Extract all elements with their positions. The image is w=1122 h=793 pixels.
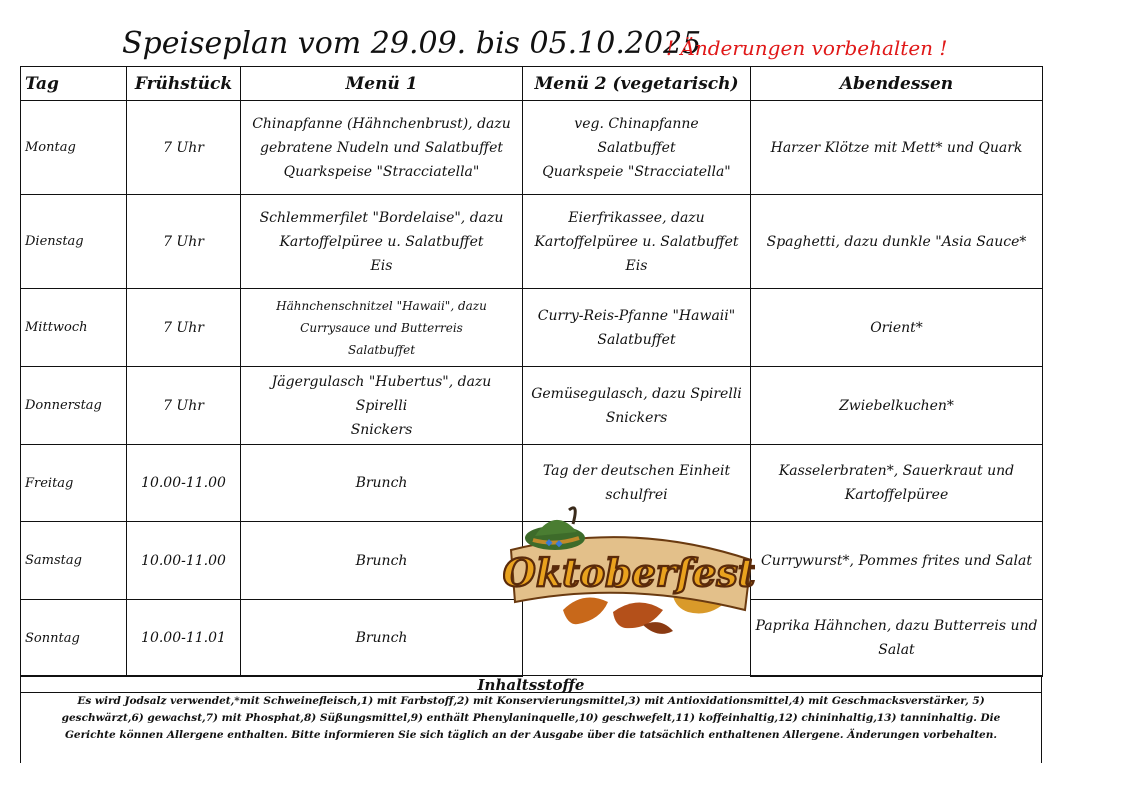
meal-plan-table — [20, 66, 1043, 677]
dish-line: Gemüsegulasch, dazu Spirelli — [531, 385, 742, 402]
dish-line: Quarkspeise "Stracciatella" — [283, 163, 480, 180]
dish-line: Paprika Hähnchen, dazu Butterreis und — [755, 618, 1038, 634]
dish-line: Harzer Klötze mit Mett* und Quark — [770, 139, 1023, 156]
day-cell: Donnerstag — [21, 367, 127, 445]
dish-line: Orient* — [870, 319, 923, 336]
dish-line: Schlemmerfilet "Bordelaise", dazu — [259, 209, 504, 226]
menu1-cell — [241, 600, 523, 677]
breakfast-cell: 7 Uhr — [127, 195, 241, 289]
table-row — [21, 195, 1043, 289]
dish-line: schulfrei — [605, 487, 668, 503]
breakfast-cell: 7 Uhr — [127, 289, 241, 367]
dish-line: Tag der deutschen Einheit — [542, 463, 731, 479]
menu1-cell — [241, 445, 523, 522]
title-row — [0, 26, 1122, 66]
day-cell: Samstag — [21, 522, 127, 600]
dish-line: Currysauce und Butterreis — [300, 320, 463, 335]
col-header-breakfast: Frühstück — [127, 67, 241, 101]
changes-notice: ! Änderungen vorbehalten ! — [666, 36, 948, 60]
table-row — [21, 101, 1043, 195]
dish-line: Kasselerbraten*, Sauerkraut und — [778, 463, 1015, 479]
dinner-cell — [751, 101, 1043, 195]
dinner-cell — [751, 522, 1043, 600]
dish-line: Eis — [370, 257, 393, 274]
dish-line: Brunch — [355, 630, 408, 646]
dish-line: Snickers — [605, 409, 668, 426]
page-title: Speiseplan vom 29.09. bis 05.10.2025 — [122, 26, 702, 61]
breakfast-cell: 10.00-11.00 — [127, 522, 241, 600]
menu1-cell — [241, 289, 523, 367]
dish-line: Snickers — [350, 421, 413, 438]
dish-line: Curry-Reis-Pfanne "Hawaii" — [537, 307, 736, 324]
dinner-cell — [751, 289, 1043, 367]
menu2-cell — [523, 289, 751, 367]
oktoberfest-image-cell — [503, 522, 755, 677]
oktoberfest-logo-icon — [503, 500, 755, 642]
menu2-cell — [523, 367, 751, 445]
dish-line: Kartoffelpüree u. Salatbuffet — [534, 233, 739, 250]
dish-line: Kartoffelpüree u. Salatbuffet — [279, 233, 484, 250]
dish-line: Hähnchenschnitzel "Hawaii", dazu — [276, 298, 487, 313]
oktoberfest-logo-text: Oktoberfest — [503, 550, 755, 595]
dish-line: veg. Chinapfanne — [574, 115, 699, 132]
dish-line: Salatbuffet — [347, 342, 416, 357]
day-cell: Dienstag — [21, 195, 127, 289]
header-row — [21, 67, 1043, 101]
menu2-cell — [523, 101, 751, 195]
col-header-menu2: Menü 2 (vegetarisch) — [523, 67, 751, 101]
breakfast-cell: 7 Uhr — [127, 367, 241, 445]
day-cell: Sonntag — [21, 600, 127, 677]
breakfast-cell: 10.00-11.01 — [127, 600, 241, 677]
dish-line: Zwiebelkuchen* — [839, 397, 954, 414]
dish-line: Eierfrikassee, dazu — [568, 209, 705, 226]
table-row — [21, 367, 1043, 445]
dish-line: Salatbuffet — [597, 331, 676, 348]
dish-line: Jägergulasch "Hubertus", dazu Spirelli — [271, 373, 492, 414]
dish-line: Kartoffelpüree — [844, 487, 949, 503]
ingredients-title: Inhaltsstoffe — [20, 675, 1042, 693]
dish-line: Brunch — [355, 552, 408, 569]
col-header-menu1: Menü 1 — [241, 67, 523, 101]
dish-line: gebratene Nudeln und Salatbuffet — [259, 139, 503, 156]
breakfast-cell: 10.00-11.00 — [127, 445, 241, 522]
ingredients-text: Es wird Jodsalz verwendet,*mit Schweinefleisch,1) mit Farbstoff,2) mit Konservierungsmittel,3) mit Antioxidationsmittel,4) mit Geschmacksverstärker, 5) geschwärzt,6) gewachst,7) mit Phosphat,8) Süßungsmittel,9) enthält Phenylaninquelle,10) geschwefelt,11) koffeinhaltig,12) chininhaltig,13) tanninhaltig. Die Gerichte können Allergene enthalten. Bitte informieren Sie sich täglich an der Ausgabe über die tatsächlich enthaltenen Allergene. Änderungen vorbehalten. — [20, 693, 1042, 763]
dish-line: Salatbuffet — [597, 139, 676, 156]
menu1-cell — [241, 101, 523, 195]
col-header-day: Tag — [21, 67, 127, 101]
dish-line: Chinapfanne (Hähnchenbrust), dazu — [252, 115, 511, 132]
dish-line: Quarkspeie "Stracciatella" — [542, 163, 731, 180]
day-cell: Montag — [21, 101, 127, 195]
menu1-cell — [241, 195, 523, 289]
dinner-cell — [751, 600, 1043, 677]
table-row — [21, 522, 1043, 600]
dinner-cell — [751, 445, 1043, 522]
dish-line: Eis — [625, 257, 648, 274]
dish-line: Currywurst*, Pommes frites und Salat — [761, 552, 1032, 569]
breakfast-cell: 7 Uhr — [127, 101, 241, 195]
dinner-cell — [751, 195, 1043, 289]
dish-line: Spaghetti, dazu dunkle "Asia Sauce* — [766, 233, 1027, 250]
table-row — [21, 289, 1043, 367]
dish-line: Salat — [878, 642, 915, 658]
col-header-dinner: Abendessen — [751, 67, 1043, 101]
day-cell: Mittwoch — [21, 289, 127, 367]
menu1-cell — [241, 522, 523, 600]
dinner-cell — [751, 367, 1043, 445]
dish-line: Brunch — [355, 475, 408, 491]
menu2-cell — [523, 195, 751, 289]
day-cell: Freitag — [21, 445, 127, 522]
menu1-cell — [241, 367, 523, 445]
